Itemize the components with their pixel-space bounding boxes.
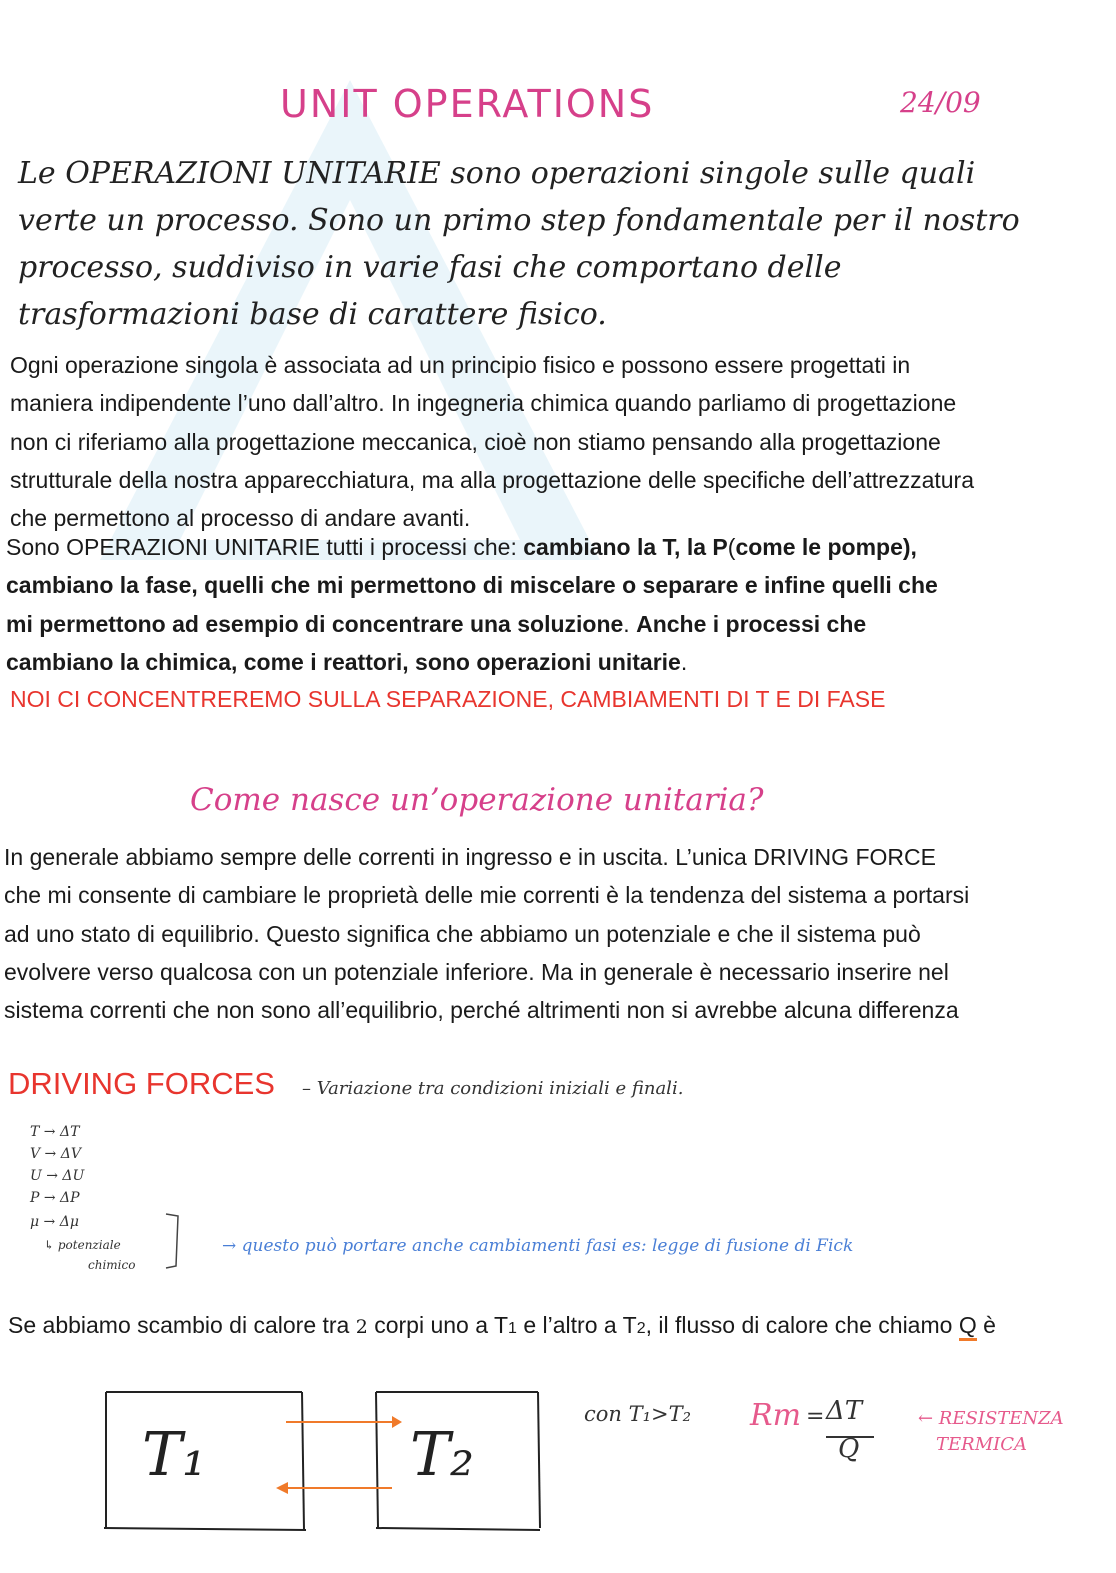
paragraph-line: sistema correnti che non sono all’equilibrio, perché altrimenti non si avrebbe alcuna differenza [4, 997, 959, 1024]
text-plain: . [680, 648, 688, 675]
intro-line: trasformazioni base di carattere fisico. [18, 297, 607, 332]
paragraph-unit-operations [6, 528, 1106, 681]
text-plain: Sono OPERAZIONI UNITARIE tutti i processi che: [6, 534, 524, 560]
page-title: UNIT OPERATIONS [280, 82, 655, 126]
driving-forces-heading: DRIVING FORCES [8, 1066, 275, 1101]
df-item-mu: μ → Δμ [30, 1214, 79, 1230]
paragraph-line: evolvere verso qualcosa con un potenziale inferiore. Ma in generale è necessario inserire nel [4, 958, 949, 985]
q-underlined: Q [959, 1312, 977, 1341]
text-bold: Anche i processi che [636, 610, 867, 637]
df-mu-sub: ↳ potenziale [44, 1238, 121, 1252]
paragraph-line [6, 643, 1106, 681]
t2-label: T₂ [410, 1420, 475, 1490]
text-subscript: 1 [508, 1320, 517, 1337]
blue-note: → questo può portare anche cambiamenti fasi es: legge di fusione di Fick [222, 1236, 854, 1256]
text-bold: cambiano la T, la P [523, 534, 728, 560]
red-note: NOI CI CONCENTREREMO SULLA SEPARAZIONE, CAMBIAMENTI DI T E DI FASE [10, 686, 886, 712]
df-item-u: U → ΔU [30, 1168, 85, 1184]
text-bold: mi permettono ad esempio di concentrare una soluzione [6, 610, 624, 637]
text-plain: . [623, 610, 637, 637]
text-plain: , il flusso di calore che chiamo [645, 1312, 959, 1338]
df-item-t: T → ΔT [30, 1124, 80, 1140]
paragraph-line [6, 528, 1106, 566]
condition-note: con T₁>T₂ [584, 1402, 692, 1426]
text-paren: ( [727, 534, 736, 560]
fraction-denominator: Q [838, 1434, 860, 1464]
paragraph-driving-force [4, 838, 1114, 1029]
intro-line: processo, suddiviso in varie fasi che comportano delle [18, 250, 842, 285]
text-bold: cambiano la chimica, come i reattori, sono operazioni unitarie [6, 648, 681, 675]
df-item-p: P → ΔP [30, 1190, 80, 1206]
paragraph-principles [10, 346, 1110, 537]
text-plain: corpi uno a T [367, 1312, 509, 1338]
t1-label: T₁ [142, 1420, 207, 1490]
text-paren-close: ), [902, 534, 917, 560]
rt-description: ← RESISTENZA [918, 1408, 1064, 1429]
text-subscript: 2 [636, 1320, 646, 1337]
paragraph-line [6, 566, 1106, 604]
paragraph-line: In generale abbiamo sempre delle correnti in ingresso e in uscita. L’unica DRIVING FORCE [4, 844, 936, 870]
equals-sign: = [806, 1404, 825, 1429]
intro-line: verte un processo. Sono un primo step fondamentale per il nostro [18, 203, 1020, 238]
intro-paragraph [18, 150, 1098, 338]
text-number: 2 [355, 1316, 368, 1338]
text-plain: e l’altro a T [516, 1312, 637, 1338]
paragraph-heat-exchange [8, 1306, 1116, 1348]
bracket-shape [160, 1210, 190, 1272]
paragraph-line: strutturale della nostra apparecchiatura, ma alla progettazione delle specifiche dell’attrezzatura [10, 466, 974, 493]
paragraph-line: ad uno stato di equilibrio. Questo significa che abbiamo un potenziale e che il sistema può [4, 920, 921, 947]
text-bold: come le pompe [735, 534, 903, 560]
paragraph-line: che mi consente di cambiare le proprietà delle mie correnti è la tendenza del sistema a portarsi [4, 882, 970, 909]
date-label: 24/09 [900, 86, 981, 119]
driving-forces-note: – Variazione tra condizioni iniziali e finali. [302, 1078, 684, 1099]
text-plain: Se abbiamo scambio di calore tra [8, 1312, 356, 1338]
paragraph-line: non ci riferiamo alla progettazione meccanica, cioè non stiamo pensando alla progettazione [10, 428, 941, 455]
intro-line: Le OPERAZIONI UNITARIE sono operazioni singole sulle quali [18, 156, 976, 191]
paragraph-line [6, 605, 1106, 643]
paragraph-line: che permettono al processo di andare avanti. [10, 505, 471, 532]
paragraph-line: Ogni operazione singola è associata ad un principio fisico e possono essere progettati in [10, 352, 911, 378]
df-mu-sub: chimico [88, 1258, 136, 1272]
paragraph-line: maniera indipendente l’uno dall’altro. In ingegneria chimica quando parliamo di progettazione [10, 390, 957, 417]
text-bold: cambiano la fase, quelli che mi permettono di miscelare o separare e infine quelli che [6, 572, 938, 599]
section-subtitle: Come nasce un’operazione unitaria? [190, 782, 764, 818]
fraction-numerator: ΔT [826, 1396, 863, 1426]
text-plain: è [976, 1312, 996, 1338]
rt-description: TERMICA [936, 1434, 1028, 1455]
df-item-v: V → ΔV [30, 1146, 81, 1162]
rt-symbol: Rт [750, 1398, 802, 1433]
